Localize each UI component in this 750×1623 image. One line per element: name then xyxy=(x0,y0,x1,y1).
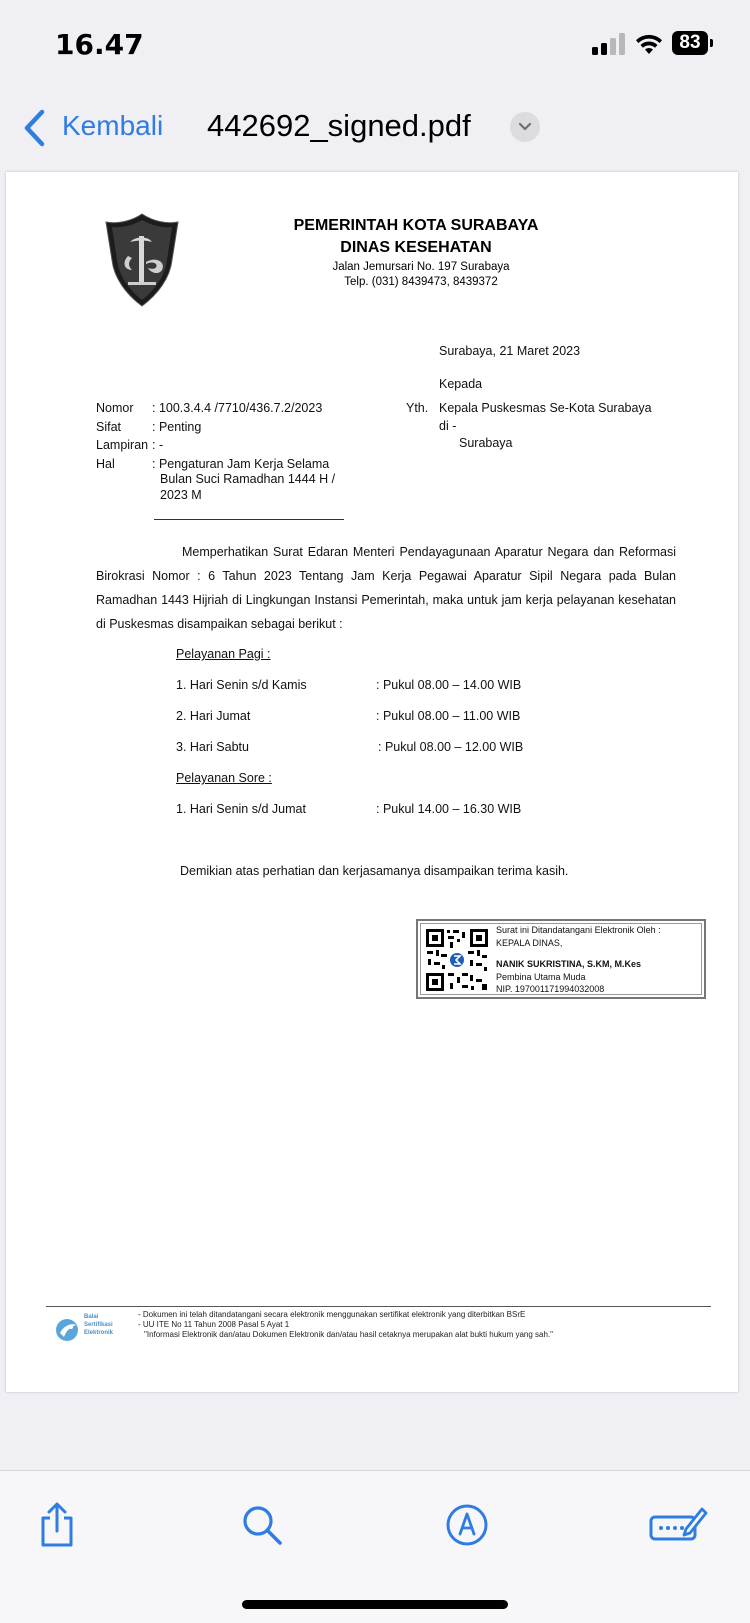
header-phone: Telp. (031) 8439473, 8439372 xyxy=(344,276,498,288)
nomor-label: Nomor xyxy=(96,401,134,415)
form-fill-icon[interactable] xyxy=(648,1501,708,1549)
status-time: 16.47 xyxy=(55,28,144,61)
electronic-signature-box xyxy=(416,919,706,999)
bsre-logo-text-2: Sertifikasi xyxy=(84,1322,113,1328)
signer-rank: Pembina Utama Muda xyxy=(496,972,586,982)
sore-heading: Pelayanan Sore : xyxy=(176,771,272,785)
signer-position: KEPALA DINAS, xyxy=(496,938,563,948)
surabaya-crest-logo xyxy=(102,212,182,308)
footer-line-3: "Informasi Elektronik dan/atau Dokumen Elektronik dan/atau hasil cetaknya merupakan alat bukti hukum yang sah." xyxy=(144,1330,554,1339)
di-label: di - xyxy=(439,419,457,433)
battery-icon: 83 xyxy=(672,31,708,55)
signature-statement: Surat ini Ditandatangani Elektronik Oleh : xyxy=(496,925,661,935)
sifat-label: Sifat xyxy=(96,420,122,434)
sore-item-1-time: : Pukul 14.00 – 16.30 WIB xyxy=(376,802,522,816)
pagi-item-1-time: : Pukul 08.00 – 14.00 WIB xyxy=(376,678,522,692)
home-indicator xyxy=(242,1600,508,1609)
pagi-item-1-day: 1. Hari Senin s/d Kamis xyxy=(176,678,307,692)
recipient-city: Surabaya xyxy=(459,436,513,450)
pagi-item-3-day: 3. Hari Sabtu xyxy=(176,740,249,754)
chevron-left-icon[interactable] xyxy=(22,108,48,148)
bsre-logo-text-1: Balai xyxy=(84,1314,99,1320)
hal-value-line3: 2023 M xyxy=(160,488,202,502)
status-bar xyxy=(0,0,750,90)
share-icon[interactable] xyxy=(33,1501,81,1549)
header-government: PEMERINTAH KOTA SURABAYA xyxy=(293,217,539,234)
header-department: DINAS KESEHATAN xyxy=(340,239,492,256)
search-icon[interactable] xyxy=(238,1501,286,1549)
wifi-icon xyxy=(634,32,664,56)
hal-underline xyxy=(154,519,344,520)
hal-label: Hal xyxy=(96,457,115,471)
closing-sentence: Demikian atas perhatian dan kerjasamanya disampaikan terima kasih. xyxy=(180,864,569,878)
signer-nip: NIP. 197001171994032008 xyxy=(496,984,605,994)
signer-name: NANIK SUKRISTINA, S.KM, M.Kes xyxy=(496,959,642,969)
yth-label: Yth. xyxy=(406,401,429,415)
markup-icon[interactable] xyxy=(443,1501,491,1549)
chevron-down-icon xyxy=(518,122,532,132)
pagi-item-2-time: : Pukul 08.00 – 11.00 WIB xyxy=(376,709,521,723)
sore-item-1-day: 1. Hari Senin s/d Jumat xyxy=(176,802,306,816)
lampiran-label: Lampiran xyxy=(96,438,149,452)
sifat-value: : Penting xyxy=(152,420,202,434)
title-menu-button[interactable] xyxy=(510,112,540,142)
back-button[interactable]: Kembali xyxy=(62,110,164,141)
footer-line-1: - Dokumen ini telah ditandatangani secara elektronik menggunakan sertifikat elektronik yang diterbitkan BSrE xyxy=(138,1310,526,1319)
document-title[interactable]: 442692_signed.pdf xyxy=(207,108,471,143)
hal-value-line2: Bulan Suci Ramadhan 1444 H / xyxy=(160,472,336,486)
pdf-page[interactable] xyxy=(6,172,738,1392)
navigation-bar xyxy=(0,90,750,166)
header-address: Jalan Jemursari No. 197 Surabaya xyxy=(332,261,510,273)
footer-line-2: - UU ITE No 11 Tahun 2008 Pasal 5 Ayat 1 xyxy=(138,1320,290,1329)
pagi-heading: Pelayanan Pagi : xyxy=(176,647,271,661)
body-paragraph: Memperhatikan Surat Edaran Menteri Pendayagunaan Aparatur Negara dan Reformasi Birokrasi Nomor : 6 Tahun 2023 Tentang Jam Kerja Pegawai Aparatur Sipil Negara pada Bulan Ramadhan 1443 Hijriah di Lingkungan Instansi Pemerintah, maka untuk jam kerja pelayanan kesehatan di Puskesmas disampaikan sebagai berikut : xyxy=(96,545,676,631)
kepada-label: Kepada xyxy=(439,377,483,391)
hal-value-line1: : Pengaturan Jam Kerja Selama xyxy=(152,457,330,471)
battery-tip xyxy=(710,39,713,47)
cellular-signal-icon xyxy=(592,33,626,55)
pagi-item-2-day: 2. Hari Jumat xyxy=(176,709,251,723)
nomor-value: : 100.3.4.4 /7710/436.7.2/2023 xyxy=(152,401,323,415)
recipient: Kepala Puskesmas Se-Kota Surabaya xyxy=(439,401,652,415)
bsre-logo-text-3: Elektronik xyxy=(84,1330,114,1336)
footer-divider xyxy=(46,1306,711,1307)
lampiran-value: : - xyxy=(152,438,164,452)
letter-date: Surabaya, 21 Maret 2023 xyxy=(439,344,581,358)
pagi-item-3-time: : Pukul 08.00 – 12.00 WIB xyxy=(378,740,524,754)
qr-code-icon xyxy=(424,927,490,993)
